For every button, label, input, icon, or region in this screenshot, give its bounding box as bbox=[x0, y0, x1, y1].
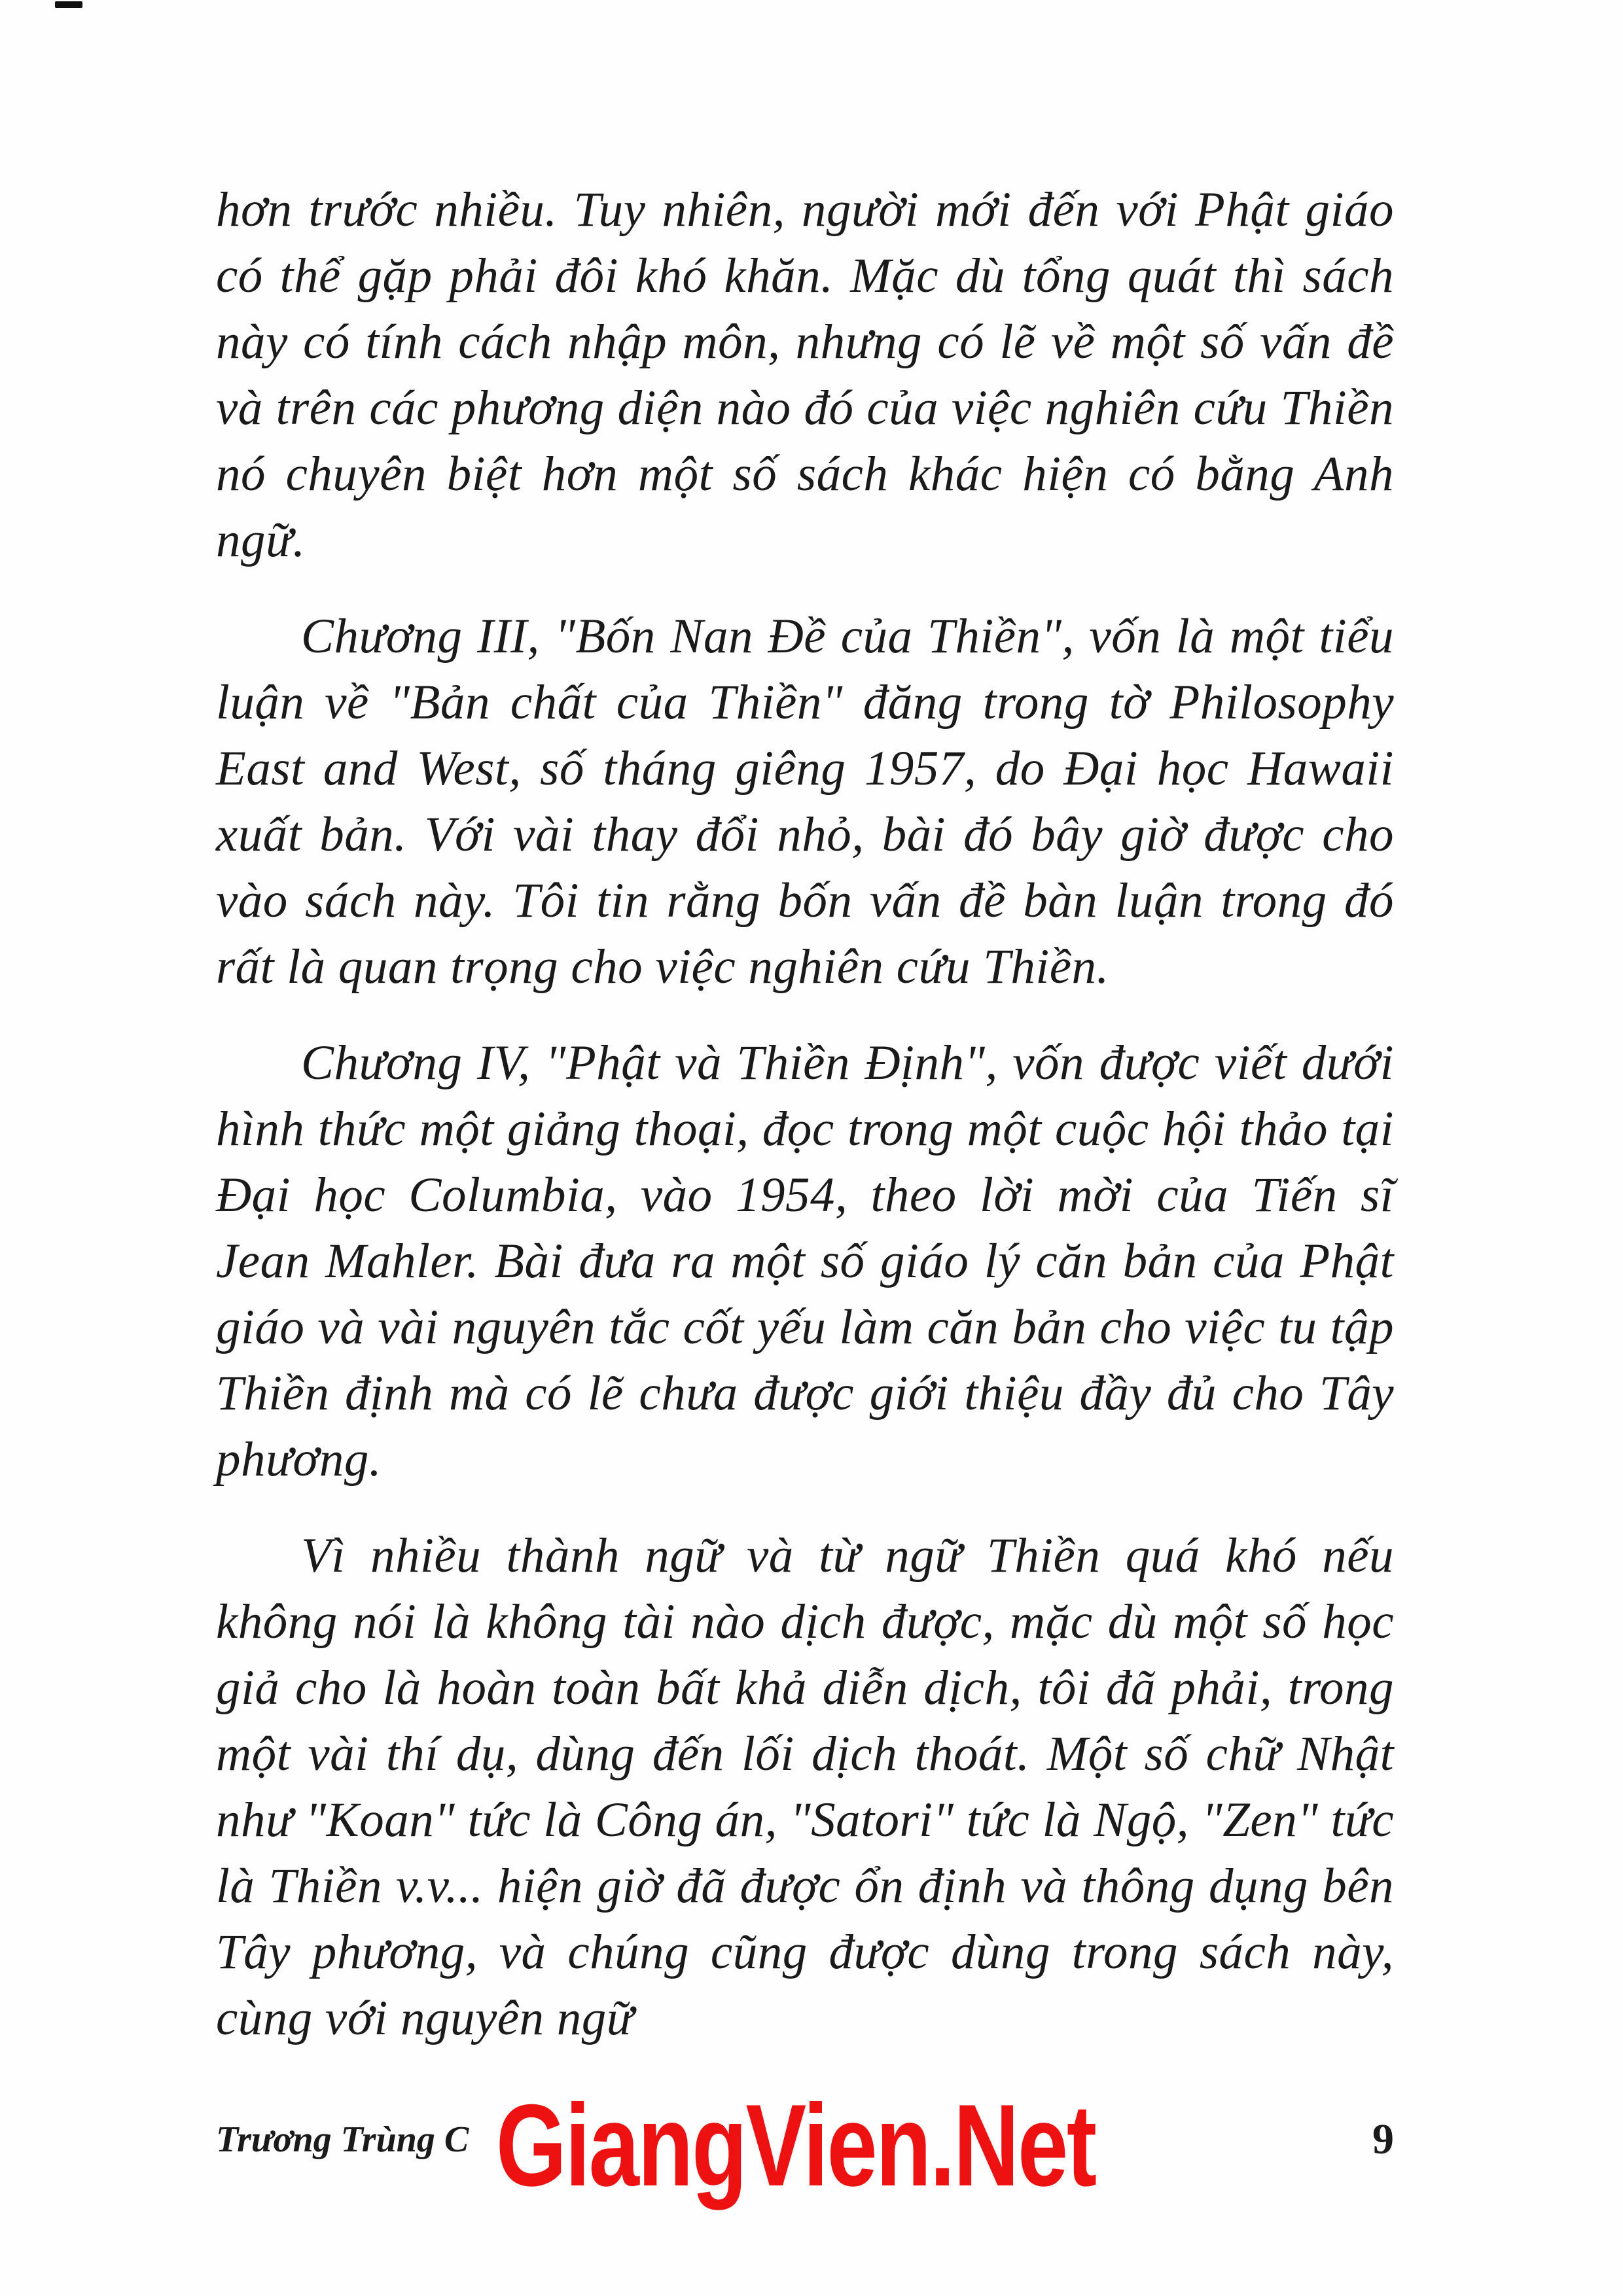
paragraph-chapter-4: Chương IV, "Phật và Thiền Định", vốn được viết dưới hình thức một giảng thoại, đọc trong một cuộc hội thảo tại Đại học Columbia, vào 1954, theo lời mời của Tiến sĩ Jean Mahler. Bài đưa ra một số giáo lý căn bản của Phật giáo và vài nguyên tắc cốt yếu làm căn bản cho việc tu tập Thiền định mà có lẽ chưa được giới thiệu đầy đủ cho Tây phương. bbox=[216, 1036, 1394, 1487]
running-title: Trương Trùng C bbox=[216, 2119, 469, 2160]
paragraph-translation-note: Vì nhiều thành ngữ và từ ngữ Thiền quá khó nếu không nói là không tài nào dịch được, mặc dù một số học giả cho là hoàn toàn bất khả diễn dịch, tôi đã phải, trong một vài thí dụ, dùng đến lối dịch thoát. Một số chữ Nhật như "Koan" tức là Công án, "Satori" tức là Ngộ, "Zen" tức là Thiền v.v... hiện giờ đã được ổn định và thông dụng bên Tây phương, và chúng cũng được dùng trong sách này, cùng với nguyên ngữ bbox=[216, 1528, 1394, 2045]
page-footer bbox=[216, 2080, 1394, 2210]
watermark-logo: GiangVien.Net bbox=[491, 2087, 1101, 2204]
scan-corner-mark bbox=[55, 1, 82, 8]
paragraph-chapter-3: Chương III, "Bốn Nan Đề của Thiền", vốn là một tiểu luận về "Bản chất của Thiền" đăng trong tờ Philosophy East and West, số tháng giêng 1957, do Đại học Hawaii xuất bản. Với vài thay đổi nhỏ, bài đó bây giờ được cho vào sách này. Tôi tin rằng bốn vấn đề bàn luận trong đó rất là quan trọng cho việc nghiên cứu Thiền. bbox=[216, 609, 1394, 994]
body-text bbox=[216, 177, 1394, 2081]
page-number: 9 bbox=[1372, 2115, 1394, 2163]
paragraph-continuation: hơn trước nhiều. Tuy nhiên, người mới đến với Phật giáo có thể gặp phải đôi khó khăn. Mặc dù tổng quát thì sách này có tính cách nhập môn, nhưng có lẽ về một số vấn đề và trên các phương diện nào đó của việc nghiên cứu Thiền nó chuyên biệt hơn một số sách khác hiện có bằng Anh ngữ. bbox=[216, 183, 1394, 567]
